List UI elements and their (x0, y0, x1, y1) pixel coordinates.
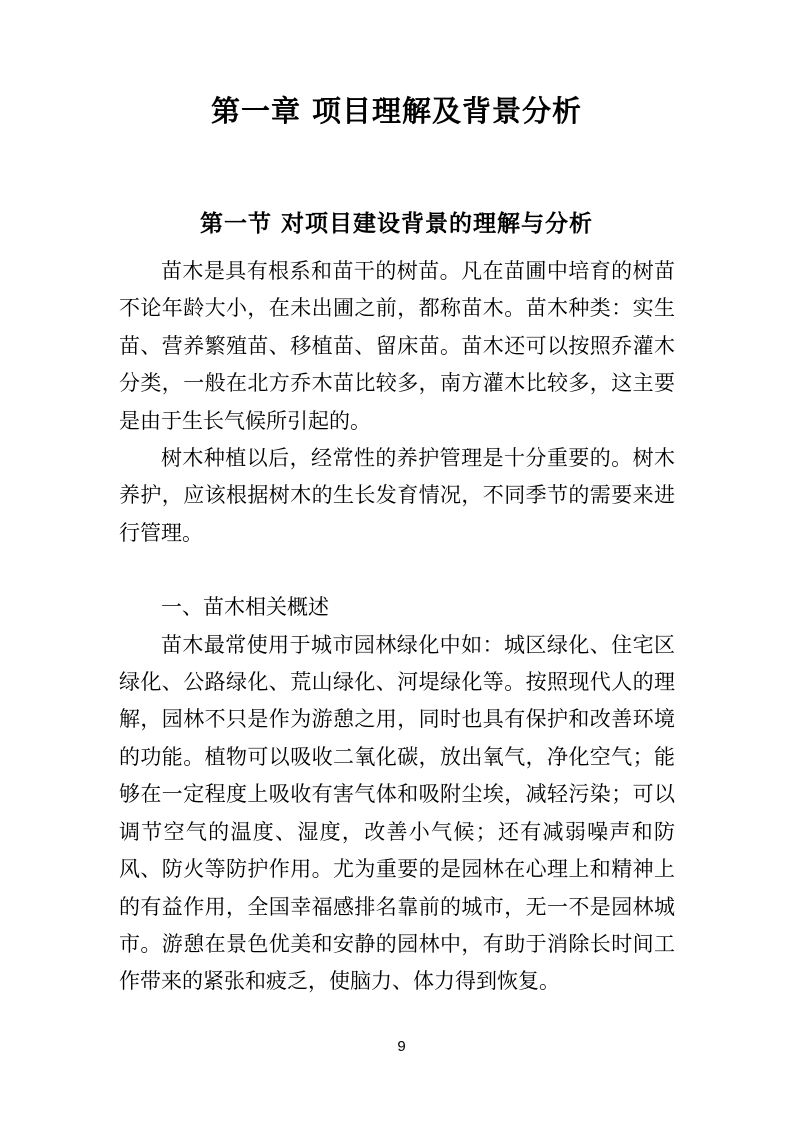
paragraph-greening-benefits: 苗木最常使用于城市园林绿化中如：城区绿化、住宅区绿化、公路绿化、荒山绿化、河堤绿化等。按照现代人的理解，园林不只是作为游憩之用，同时也具有保护和改善环境的功能。植物可以吸收二氧化碳，放出氧气，净化空气；能够在一定程度上吸收有害气体和吸附尘埃，减轻污染；可以调节空气的温度、湿度，改善小气候；还有减弱噪声和防风、防火等防护作用。尤为重要的是园林在心理上和精神上的有益作用，全国幸福感排名靠前的城市，无一不是园林城市。游憩在景色优美和安静的园林中，有助于消除长时间工作带来的紧张和疲乏，使脑力、体力得到恢复。 (119, 632, 675, 994)
paragraph-tree-maintenance: 树木种植以后，经常性的养护管理是十分重要的。树木养护，应该根据树木的生长发育情况，不同季节的需要来进行管理。 (119, 446, 675, 545)
page-number: 9 (397, 1038, 406, 1055)
chapter-title: 第一章 项目理解及背景分析 (210, 94, 583, 128)
paragraph-seedling-definition: 苗木是具有根系和苗干的树苗。凡在苗圃中培育的树苗不论年龄大小，在未出圃之前，都称苗木。苗木种类：实生苗、营养繁殖苗、移植苗、留床苗。苗木还可以按照乔灌木分类，一般在北方乔木苗比较多，南方灌木比较多，这主要是由于生长气候所引起的。 (119, 259, 675, 433)
subheading-seedling-overview: 一、苗木相关概述 (161, 595, 329, 620)
document-body (119, 253, 675, 1001)
section-title: 第一节 对项目建设背景的理解与分析 (199, 210, 593, 237)
